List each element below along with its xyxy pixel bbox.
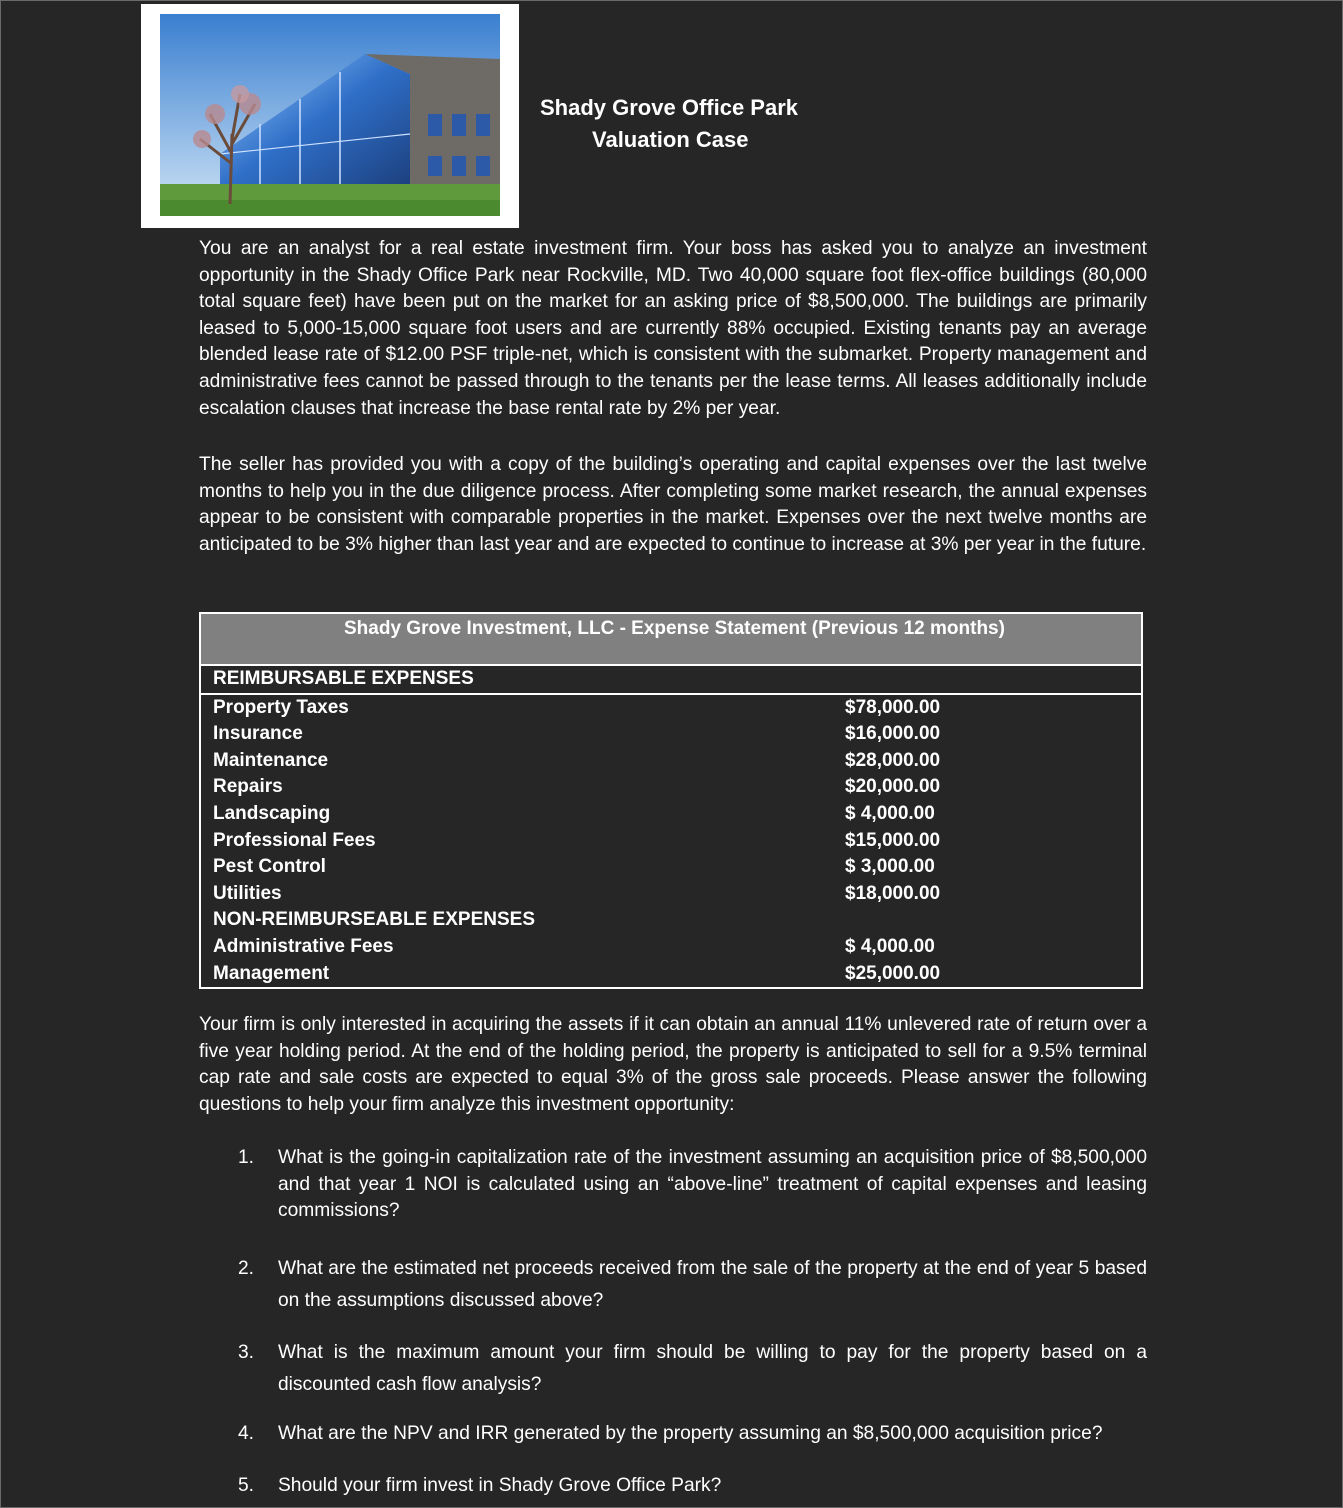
expense-label: Utilities (200, 881, 845, 908)
expense-row (200, 801, 1142, 828)
question-number: 2. (238, 1258, 255, 1279)
expense-row (200, 774, 1142, 801)
expense-row (200, 961, 1142, 989)
expense-row (200, 748, 1142, 775)
criteria-paragraph: Your firm is only interested in acquiring the assets if it can obtain an annual 11% unlevered rate of return over a five year holding period. At the end of the holding period, the property is anticipated to sell for a 9.5% terminal cap rate and sale costs are expected to equal 3% of the gross sale proceeds. Please answer the following questions to help your firm analyze this investment opportunity: (199, 1014, 1147, 1115)
expense-label: Repairs (200, 774, 845, 801)
expense-row (200, 934, 1142, 961)
question-text: What is the going-in capitalization rate of the investment assuming an acquisition price of $8,500,000 and that year 1 NOI is calculated using an “above-line” treatment of capital expenses and leasing commissions? (278, 1147, 1147, 1222)
office-building-photo-icon (160, 14, 500, 216)
expense-value: $78,000.00 (845, 694, 1142, 722)
expense-value: $15,000.00 (845, 828, 1142, 855)
expense-label: Pest Control (200, 854, 845, 881)
question-number: 1. (238, 1147, 255, 1168)
building-photo (141, 4, 519, 228)
expense-label: Professional Fees (200, 828, 845, 855)
question-text: What are the NPV and IRR generated by the property assuming an $8,500,000 acquisition price? (278, 1423, 1103, 1444)
intro-paragraph: You are an analyst for a real estate investment firm. Your boss has asked you to analyze an investment opportunity in the Shady Office Park near Rockville, MD. Two 40,000 square foot flex-office buildings (80,000 total square feet) have been put on the market for an asking price of $8,500,000. The buildings are primarily leased to 5,000-15,000 square foot users and are currently 88% occupied. Existing tenants pay an average blended lease rate of $12.00 PSF triple-net, which is consistent with the submarket. Property management and administrative fees cannot be passed through to the tenants per the lease terms. All leases additionally include escalation clauses that increase the base rental rate by 2% per year. (199, 238, 1147, 419)
document-title (540, 92, 810, 156)
expense-label: Landscaping (200, 801, 845, 828)
expense-table-title: Shady Grove Investment, LLC - Expense Statement (Previous 12 months) (200, 613, 1142, 665)
section-non-reimbursable: NON-REIMBURSEABLE EXPENSES (200, 907, 1142, 934)
expense-label: Property Taxes (200, 694, 845, 722)
section-reimbursable: REIMBURSABLE EXPENSES (200, 665, 1142, 694)
expense-value: $20,000.00 (845, 774, 1142, 801)
expense-value: $ 4,000.00 (845, 801, 1142, 828)
expense-row (200, 881, 1142, 908)
expense-value: $25,000.00 (845, 961, 1142, 989)
expense-label: Maintenance (200, 748, 845, 775)
title-line-2: Valuation Case (592, 127, 749, 152)
question-text: What are the estimated net proceeds received from the sale of the property at the end of year 5 based on the assumptions discussed above? (278, 1258, 1147, 1311)
expense-label: Insurance (200, 721, 845, 748)
expense-row (200, 694, 1142, 722)
expense-row (200, 854, 1142, 881)
question-text: What is the maximum amount your firm should be willing to pay for the property based on a discounted cash flow analysis? (278, 1342, 1147, 1395)
expense-row (200, 721, 1142, 748)
question-number: 5. (238, 1475, 255, 1496)
expense-row (200, 828, 1142, 855)
expense-statement-table (199, 612, 1143, 989)
expense-value: $18,000.00 (845, 881, 1142, 908)
question-number: 3. (238, 1342, 255, 1363)
expense-value: $ 4,000.00 (845, 934, 1142, 961)
title-line-1: Shady Grove Office Park (540, 95, 798, 120)
expense-label: Administrative Fees (200, 934, 845, 961)
expense-value: $28,000.00 (845, 748, 1142, 775)
expense-value: $ 3,000.00 (845, 854, 1142, 881)
expense-label: Management (200, 961, 845, 989)
expense-value: $16,000.00 (845, 721, 1142, 748)
question-number: 4. (238, 1423, 255, 1444)
question-text: Should your firm invest in Shady Grove Office Park? (278, 1475, 722, 1496)
expenses-paragraph: The seller has provided you with a copy of the building’s operating and capital expenses over the last twelve months to help you in the due diligence process. After completing some market research, the annual expenses appear to be consistent with comparable properties in the market. Expenses over the next twelve months are anticipated to be 3% higher than last year and are expected to continue to increase at 3% per year in the future. (199, 454, 1147, 555)
